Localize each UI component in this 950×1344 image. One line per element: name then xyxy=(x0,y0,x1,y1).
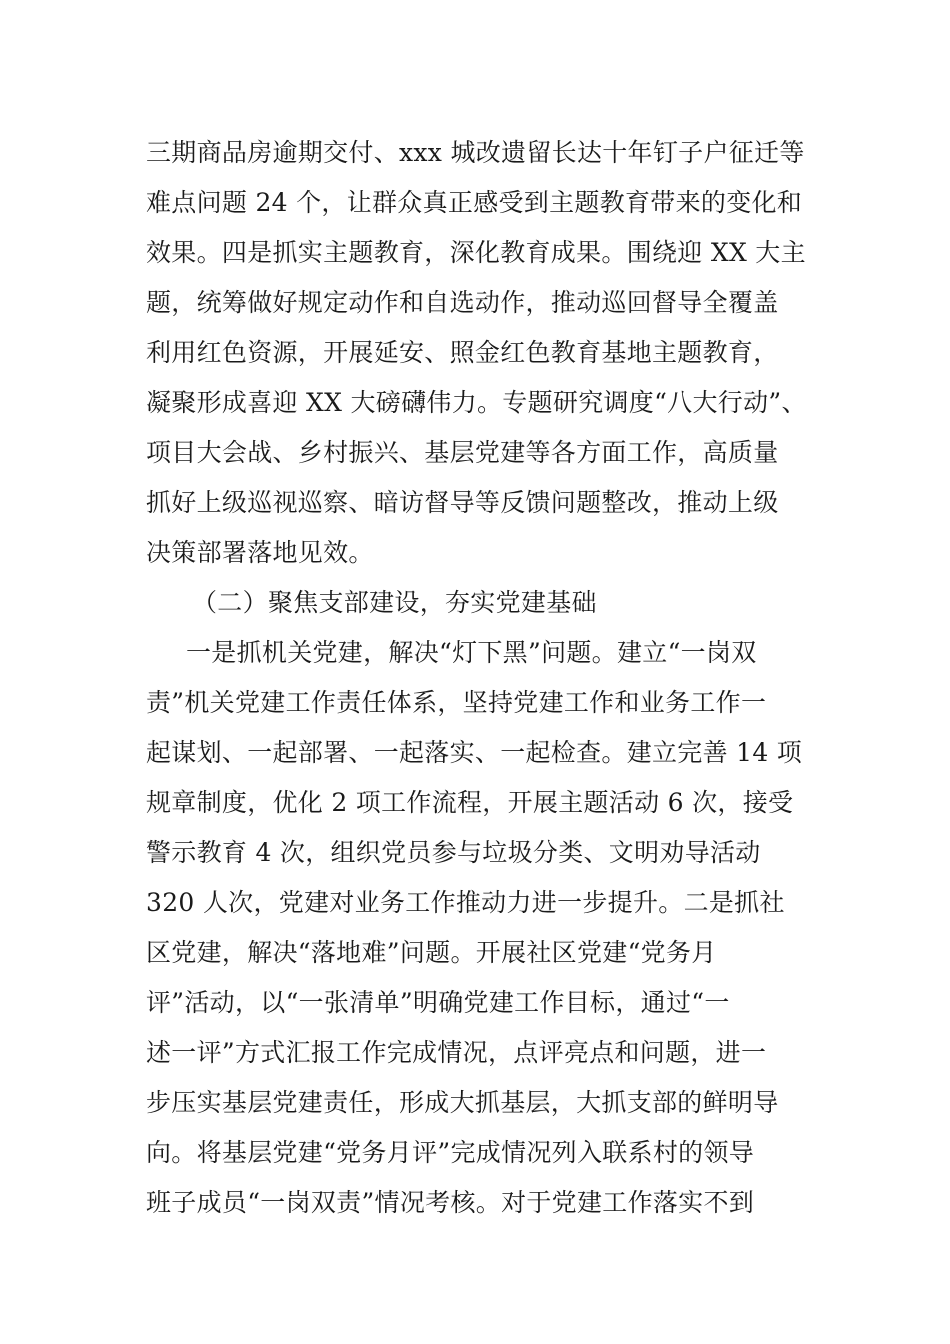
text-line: 效果。四是抓实主题教育，深化教育成果。围绕迎 XX 大主 xyxy=(146,238,806,267)
text-line: 320 人次，党建对业务工作推动力进一步提升。二是抓社 xyxy=(146,888,785,917)
document-body xyxy=(146,128,826,1228)
text-line: 责”机关党建工作责任体系，坚持党建工作和业务工作一 xyxy=(146,688,767,717)
text-line: 评”活动，以“一张清单”明确党建工作目标，通过“一 xyxy=(146,988,730,1017)
text-line: 规章制度，优化 2 项工作流程，开展主题活动 6 次，接受 xyxy=(146,788,794,817)
text-line: 警示教育 4 次，组织党员参与垃圾分类、文明劝导活动 xyxy=(146,838,761,867)
text-line: 起谋划、一起部署、一起落实、一起检查。建立完善 14 项 xyxy=(146,738,803,767)
text-line: 抓好上级巡视巡察、暗访督导等反馈问题整改，推动上级 xyxy=(146,488,779,517)
text-line: 述一评”方式汇报工作完成情况，点评亮点和问题，进一 xyxy=(146,1038,767,1067)
text-line: 难点问题 24 个，让群众真正感受到主题教育带来的变化和 xyxy=(146,188,803,217)
text-line: 利用红色资源，开展延安、照金红色教育基地主题教育， xyxy=(146,338,779,367)
text-line: 步压实基层党建责任，形成大抓基层，大抓支部的鲜明导 xyxy=(146,1088,779,1117)
text-line: 区党建，解决“落地难”问题。开展社区党建“党务月 xyxy=(146,938,717,967)
text-line: 班子成员“一岗双责”情况考核。对于党建工作落实不到 xyxy=(146,1188,755,1217)
text-line: 凝聚形成喜迎 XX 大磅礴伟力。专题研究调度“八大行动”、 xyxy=(146,388,807,417)
paragraph-first-line: 一是抓机关党建，解决“灯下黑”问题。建立“一岗双 xyxy=(186,638,757,667)
section-heading: （二）聚焦支部建设，夯实党建基础 xyxy=(192,588,597,617)
text-line: 决策部署落地见效。 xyxy=(146,538,374,567)
text-line: 项目大会战、乡村振兴、基层党建等各方面工作，高质量 xyxy=(146,438,779,467)
text-line: 向。将基层党建“党务月评”完成情况列入联系村的领导 xyxy=(146,1138,755,1167)
text-line: 题，统筹做好规定动作和自选动作，推动巡回督导全覆盖 xyxy=(146,288,779,317)
text-line: 三期商品房逾期交付、xxx 城改遗留长达十年钉子户征迁等 xyxy=(146,138,805,167)
